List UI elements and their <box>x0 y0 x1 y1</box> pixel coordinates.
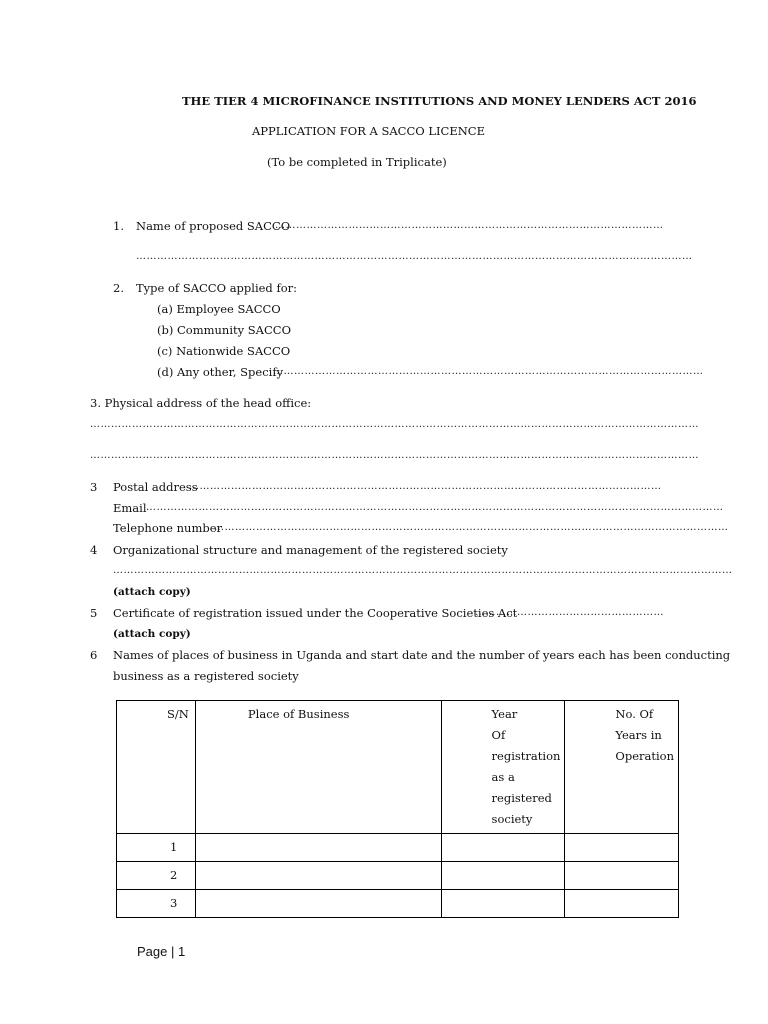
header-year-line3: registration <box>491 749 561 763</box>
q4-attach-note: (attach copy) <box>113 586 191 598</box>
header-year-line1: Year <box>491 707 518 721</box>
row-sn <box>117 890 196 918</box>
header-year-line5: registered <box>491 791 552 805</box>
header-year <box>441 701 565 834</box>
q5-attach-note: (attach copy) <box>113 628 191 640</box>
row-place[interactable] <box>195 862 441 890</box>
telephone-fill-line: ………………………………………………………………………………………………………………………………… <box>214 522 729 533</box>
q6-number: 6 <box>90 648 98 662</box>
row-sn-text: 1 <box>170 840 178 854</box>
row-place[interactable] <box>195 834 441 862</box>
q3-fill-line-2: ………………………………………………………………………………………………………………………………………………………… <box>90 450 699 461</box>
header-year-line6: society <box>491 812 533 826</box>
q4-fill-line: …………………………………………………………………………………………………………………………………………………………… <box>113 565 733 576</box>
q2-number: 2. <box>113 281 124 295</box>
places-of-business-table <box>116 700 679 918</box>
q6-label-line1: Names of places of business in Uganda and start date and the number of years each has been conducting <box>113 648 731 662</box>
q1-fill-line-2: …………………………………………………………………………………………………………………………………………… <box>136 251 693 262</box>
row-sn-text: 2 <box>170 868 178 882</box>
q6-label-line2: business as a registered society <box>113 669 299 683</box>
row-year[interactable] <box>441 890 565 918</box>
q4-label: Organizational structure and management of the registered society <box>113 543 508 557</box>
table-row <box>117 862 679 890</box>
header-sn <box>117 701 196 834</box>
q1-number: 1. <box>113 219 124 233</box>
postal-address-fill-line: ……………………………………………………………………………………………………………………… <box>189 481 662 492</box>
header-sn-text: S/N <box>167 707 189 721</box>
q4-number: 4 <box>90 543 98 557</box>
q3-label: 3. Physical address of the head office: <box>90 396 312 410</box>
header-year-line2: Of <box>491 728 506 742</box>
header-years <box>565 701 679 834</box>
email-fill-line: ………………………………………………………………………………………………………………………………………………… <box>146 502 724 513</box>
form-instruction: (To be completed in Triplicate) <box>267 155 447 169</box>
page-number-footer: Page | 1 <box>137 944 186 959</box>
header-place-text: Place of Business <box>247 707 350 721</box>
header-years-line1: No. Of <box>615 707 654 721</box>
act-title: THE TIER 4 MICROFINANCE INSTITUTIONS AND MONEY LENDERS ACT 2016 <box>182 94 697 108</box>
table-row <box>117 834 679 862</box>
postal-address-label: Postal address <box>113 480 198 494</box>
row-years[interactable] <box>565 834 679 862</box>
header-year-line4: as a <box>491 770 515 784</box>
row-years[interactable] <box>565 862 679 890</box>
q2-option-b: (b) Community SACCO <box>157 323 291 337</box>
email-label: Email <box>113 501 147 515</box>
row-sn <box>117 862 196 890</box>
q2-option-c: (c) Nationwide SACCO <box>157 344 291 358</box>
form-title: APPLICATION FOR A SACCO LICENCE <box>252 124 485 138</box>
header-place <box>195 701 441 834</box>
row-sn-text: 3 <box>170 896 178 910</box>
q3-fill-line: ………………………………………………………………………………………………………………………………………………………… <box>90 419 699 430</box>
q5-number: 5 <box>90 606 98 620</box>
header-years-line2: Years in <box>615 728 662 742</box>
telephone-label: Telephone number <box>113 521 223 535</box>
q2-option-a: (a) Employee SACCO <box>157 302 281 316</box>
q1-label: Name of proposed SACCO <box>136 219 291 233</box>
row-year[interactable] <box>441 862 565 890</box>
table-row <box>117 890 679 918</box>
row-year[interactable] <box>441 834 565 862</box>
header-years-line3: Operation <box>615 749 674 763</box>
q2-label: Type of SACCO applied for: <box>136 281 297 295</box>
table-header-row <box>117 701 679 834</box>
q3b-number: 3 <box>90 480 98 494</box>
q2-specify-fill-line: …………………………………………………………………………………………………………… <box>273 366 704 377</box>
row-sn <box>117 834 196 862</box>
q1-fill-line: ………………………………………………………………………………………………… <box>275 220 664 231</box>
q5-fill-line: ……………………………………………… <box>475 607 664 618</box>
row-place[interactable] <box>195 890 441 918</box>
q2-option-d: (d) Any other, Specify <box>157 365 284 379</box>
q5-label: Certificate of registration issued under the Cooperative Societies Act <box>113 606 518 620</box>
row-years[interactable] <box>565 890 679 918</box>
